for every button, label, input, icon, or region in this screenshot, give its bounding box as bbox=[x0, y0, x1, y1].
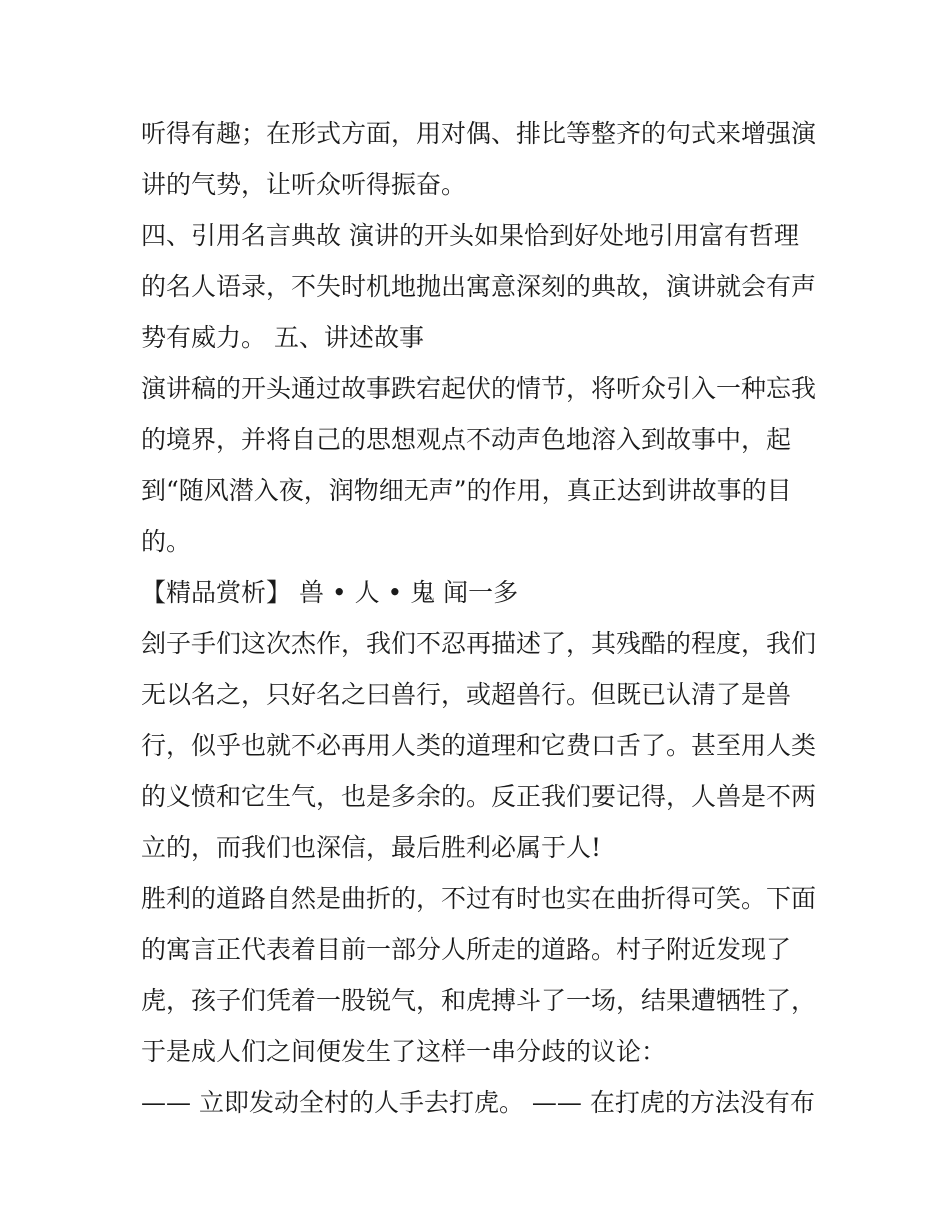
text-line: 势有威力。 五、讲述故事 bbox=[141, 323, 424, 352]
text-line: 的寓言正代表着目前一部分人所走的道路。村子附近发现了 bbox=[141, 935, 792, 964]
text-line: —— 立即发动全村的人手去打虎。 —— 在打虎的方法没有布 bbox=[141, 1088, 815, 1117]
text-line: 立的，而我们也深信，最后胜利必属于人! bbox=[141, 833, 602, 862]
text-line: 于是成人们之间便发生了这样一串分歧的议论： bbox=[141, 1037, 667, 1066]
text-line: 行，似乎也就不必再用人类的道理和它费口舌了。甚至用人类 bbox=[141, 731, 817, 760]
article-title-line: 【精品赏析】 兽 • 人 • 鬼 闻一多 bbox=[141, 578, 519, 607]
text-line: 的境界，并将自己的思想观点不动声色地溶入到故事中，起 bbox=[141, 425, 792, 454]
text-line: 讲的气势，让听众听得振奋。 bbox=[141, 170, 467, 199]
text-line: 的义愤和它生气，也是多余的。反正我们要记得，人兽是不两 bbox=[141, 782, 817, 811]
body-text bbox=[141, 108, 821, 1128]
text-line: 胜利的道路自然是曲折的，不过有时也实在曲折得可笑。下面 bbox=[141, 884, 817, 913]
section-heading-line: 四、引用名言典故 演讲的开头如果恰到好处地引用富有哲理 bbox=[141, 221, 799, 250]
text-line: 虎，孩子们凭着一股锐气，和虎搏斗了一场，结果遭牺牲了， bbox=[141, 986, 817, 1015]
text-line: 到“随风潜入夜，润物细无声”的作用，真正达到讲故事的目 bbox=[141, 476, 792, 505]
text-line: 的名人语录，不失时机地抛出寓意深刻的典故，演讲就会有声 bbox=[141, 272, 817, 301]
text-line: 演讲稿的开头通过故事跌宕起伏的情节，将听众引入一种忘我 bbox=[141, 374, 817, 403]
text-line: 的。 bbox=[141, 527, 192, 556]
text-line: 无以名之，只好名之曰兽行，或超兽行。但既已认清了是兽 bbox=[141, 680, 792, 709]
text-line: 刽子手们这次杰作，我们不忍再描述了，其残酷的程度，我们 bbox=[141, 629, 817, 658]
text-line: 听得有趣；在形式方面，用对偶、排比等整齐的句式来增强演 bbox=[141, 119, 817, 148]
